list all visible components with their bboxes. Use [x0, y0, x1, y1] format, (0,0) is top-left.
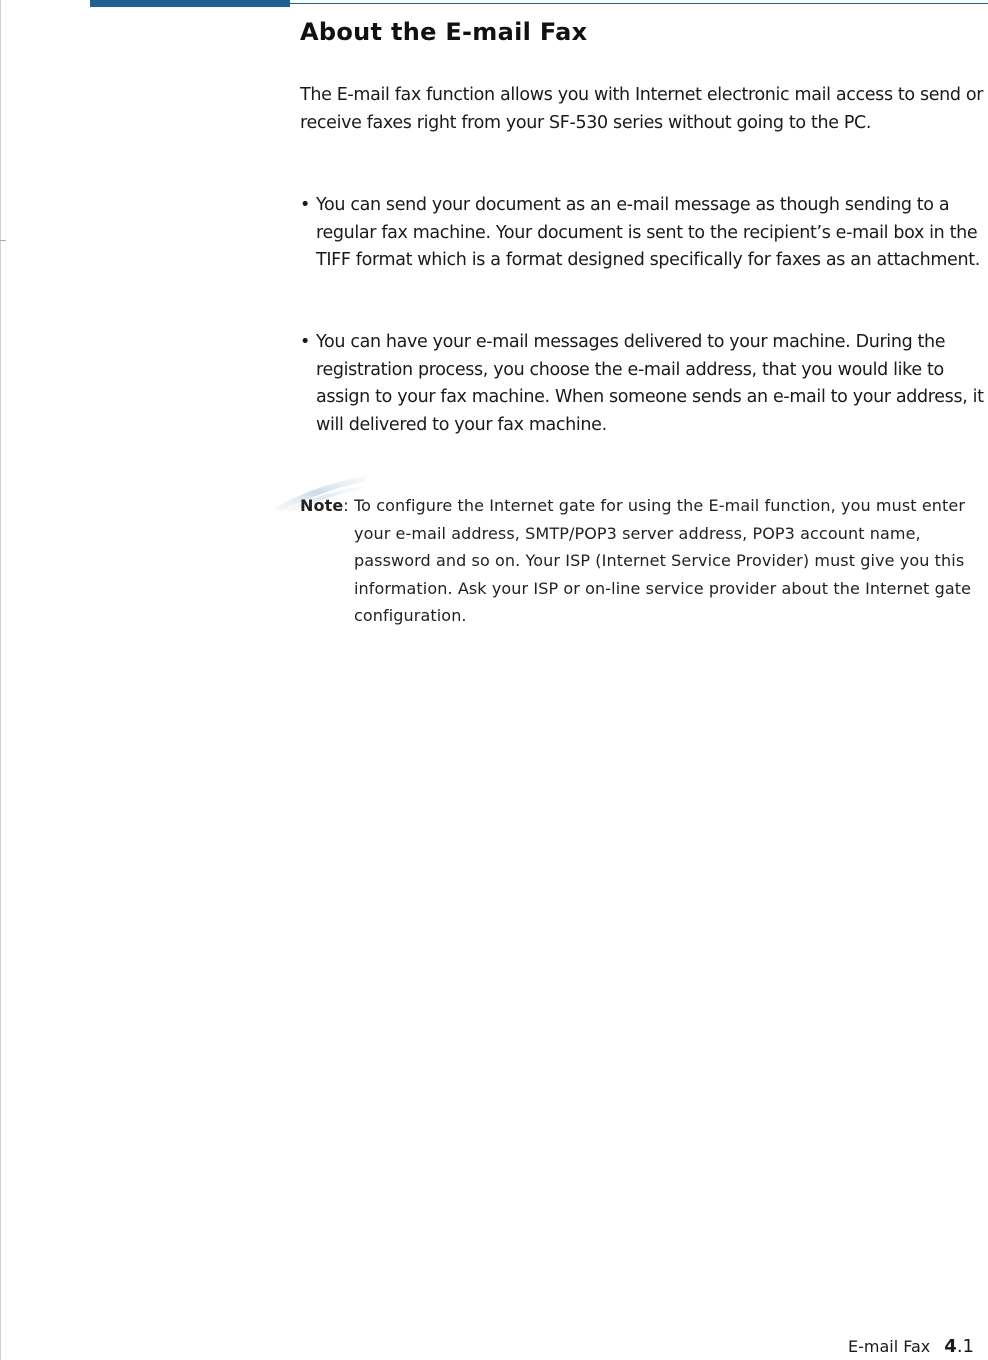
- bullet-text: You can have your e-mail messages delivered to your machine. During the registration process, you choose the e-mail address, that you would like to assign to your fax machine. When someone sends an e-mail to your address, it will delivered to your fax machine.: [316, 332, 984, 435]
- page-left-border: [0, 0, 1, 1360]
- note-block: [300, 492, 984, 630]
- bullet-marker: •: [300, 332, 310, 352]
- note-label-group: [300, 492, 349, 520]
- note-separator: :: [343, 496, 349, 515]
- note-text: To configure the Internet gate for using the E-mail function, you must enter your e-mail address, SMTP/POP3 server address, POP3 account name, password and so on. Your ISP (Internet Service Provider) must give you this information. Ask your ISP or on-line service provider about the Internet gate configuration.: [354, 496, 972, 625]
- footer-page-number: .1: [956, 1336, 974, 1357]
- footer-chapter-number: 4: [944, 1336, 957, 1357]
- header-rule: [290, 3, 988, 4]
- bullet-item-send: [300, 192, 984, 275]
- bullet-item-receive: [300, 329, 984, 439]
- page-footer: [848, 1336, 974, 1357]
- note-label: Note: [300, 496, 344, 515]
- page-margin-tick: [0, 240, 6, 241]
- section-title: About the E-mail Fax: [300, 18, 588, 46]
- header-accent-bar: [90, 0, 290, 7]
- bullet-marker: •: [300, 195, 310, 215]
- intro-paragraph: The E-mail fax function allows you with Internet electronic mail access to send or receive faxes right from your SF-530 series without going to the PC.: [300, 85, 984, 133]
- footer-section-name: E-mail Fax: [848, 1337, 931, 1356]
- bullet-text: You can send your document as an e-mail message as though sending to a regular fax machine. Your document is sent to the recipient’s e-mail box in the TIFF format which is a format designed specifically for faxes as an attachment.: [316, 195, 980, 270]
